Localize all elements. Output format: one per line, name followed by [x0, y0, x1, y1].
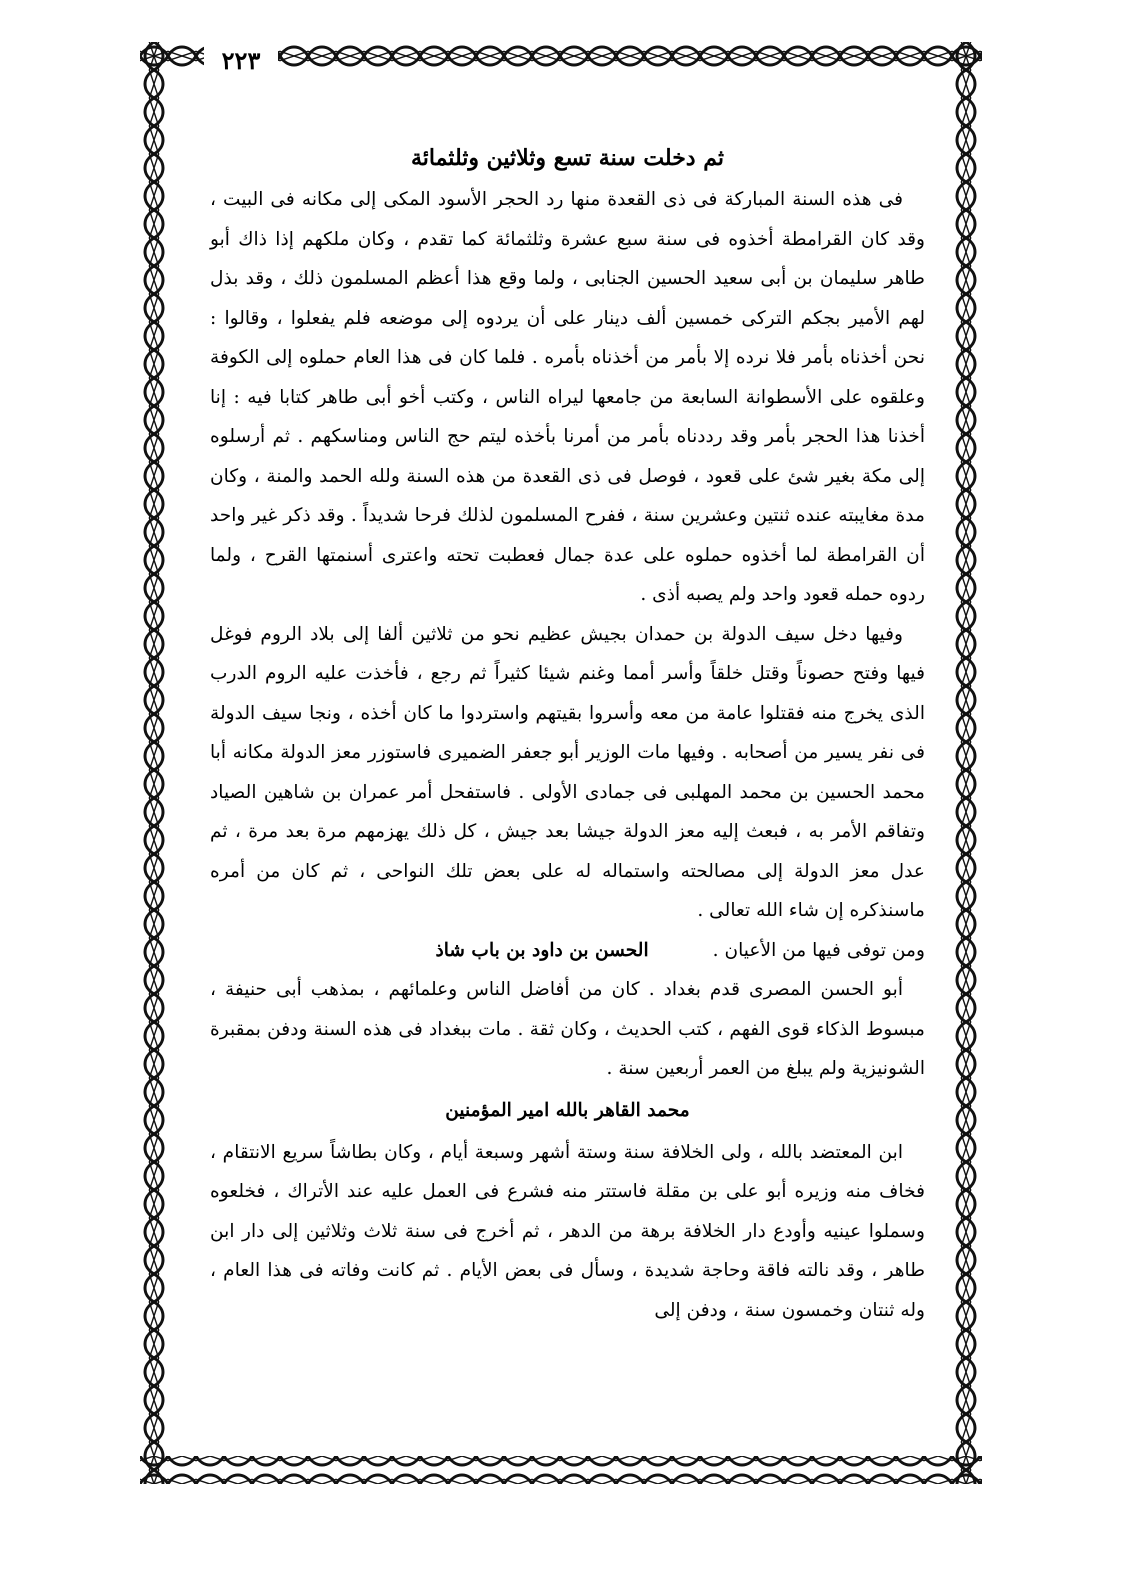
- paragraph: وفيها دخل سيف الدولة بن حمدان بجيش عظيم نحو من ثلاثين ألفا إلى بلاد الروم فوغل فيها وفتح حصوناً وقتل خلقاً وأسر أمما وغنم شيئا كثيراً ثم رجع ، فأخذت عليه الروم الدرب الذى يخرج منه فقتلوا عامة من معه وأسروا بقيتهم واستردوا ما كان أخذه ، ونجا سيف الدولة فى نفر يسير من أصحابه . وفيها مات الوزير أبو جعفر الضميرى فاستوزر معز الدولة مكانه أبا محمد الحسين بن محمد المهلبى فى جمادى الأولى . فاستفحل أمر عمران بن شاهين الصياد وتفاقم الأمر به ، فبعث إليه معز الدولة جيشا بعد جيش ، كل ذلك يهزمهم مرة بعد مرة ، ثم عدل معز الدولة إلى مصالحته واستماله له على بعض تلك النواحى ، ثم كان من أمره ماسنذكره إن شاء الله تعالى .: [210, 623, 925, 921]
- obituary-intro: ومن توفى فيها من الأعيان .: [712, 939, 925, 961]
- paragraph: فى هذه السنة المباركة فى ذى القعدة منها رد الحجر الأسود المكى إلى مكانه فى البيت ، وقد كان القرامطة أخذوه فى سنة سبع عشرة وثلثمائة كما تقدم ، وكان ملكهم إذا ذاك أبو طاهر سليمان بن أبى سعيد الحسين الجنابى ، ولما وقع هذا أعظم المسلمون ذلك ، وقد بذل لهم الأمير بجكم التركى خمسين ألف دينار على أن يردوه إلى موضعه فلم يفعلوا ، وقالوا : نحن أخذناه بأمر فلا نرده إلا بأمر من أخذناه بأمره . فلما كان فى هذا العام حملوه إلى الكوفة وعلقوه على الأسطوانة السابعة من جامعها ليراه الناس ، وكتب أخو أبى طاهر كتابا فيه : إنا أخذنا هذا الحجر بأمر وقد رددناه بأمر من أمرنا بأخذه ليتم حج الناس ومناسكهم . ثم أرسلوه إلى مكة بغير شئ على قعود ، فوصل فى ذى القعدة من هذه السنة ولله الحمد والمنة ، وكان مدة مغايبته عنده ثنتين وعشرين سنة ، ففرح المسلمون لذلك فرحا شديداً . وقد ذكر غير واحد أن القرامطة لما أخذوه حملوه على عدة جمال فعطبت تحته واعترى أسنمتها القرح ، ولما ردوه حمله قعود واحد ولم يصبه أذى .: [210, 189, 925, 605]
- obituary-line: [210, 931, 925, 971]
- obituary-name: الحسن بن داود بن باب شاذ: [435, 939, 649, 961]
- paragraph: أبو الحسن المصرى قدم بغداد . كان من أفاضل الناس وعلمائهم ، بمذهب أبى حنيفة ، مبسوط الذكاء قوى الفهم ، كتب الحديث ، وكان ثقة . مات ببغداد فى هذه السنة ودفن بمقبرة الشونيزية ولم يبلغ من العمر أربعين سنة .: [210, 979, 925, 1079]
- chapter-heading: ثم دخلت سنة تسع وثلاثين وثلثمائة: [410, 145, 725, 171]
- paragraph: ابن المعتضد بالله ، ولى الخلافة سنة وستة أشهر وسبعة أيام ، وكان بطاشاً سريع الانتقام ، فخاف منه وزيره أبو على بن مقلة فاستتر منه فشرع فى العمل عليه عند الأتراك ، فخلعوه وسملوا عينيه وأودع دار الخلافة برهة من الدهر ، ثم أخرج فى سنة ثلاث وثلاثين إلى دار ابن طاهر ، وقد نالته فاقة وحاجة شديدة ، وسأل فى بعض الأيام . ثم كانت وفاته فى هذا العام ، وله ثنتان وخمسون سنة ، ودفن إلى: [210, 1141, 925, 1321]
- section-subheading: محمد القاهر بالله امير المؤمنين: [445, 1099, 690, 1121]
- page-body: [210, 138, 925, 1330]
- page-number: ٢٢٣: [204, 44, 278, 78]
